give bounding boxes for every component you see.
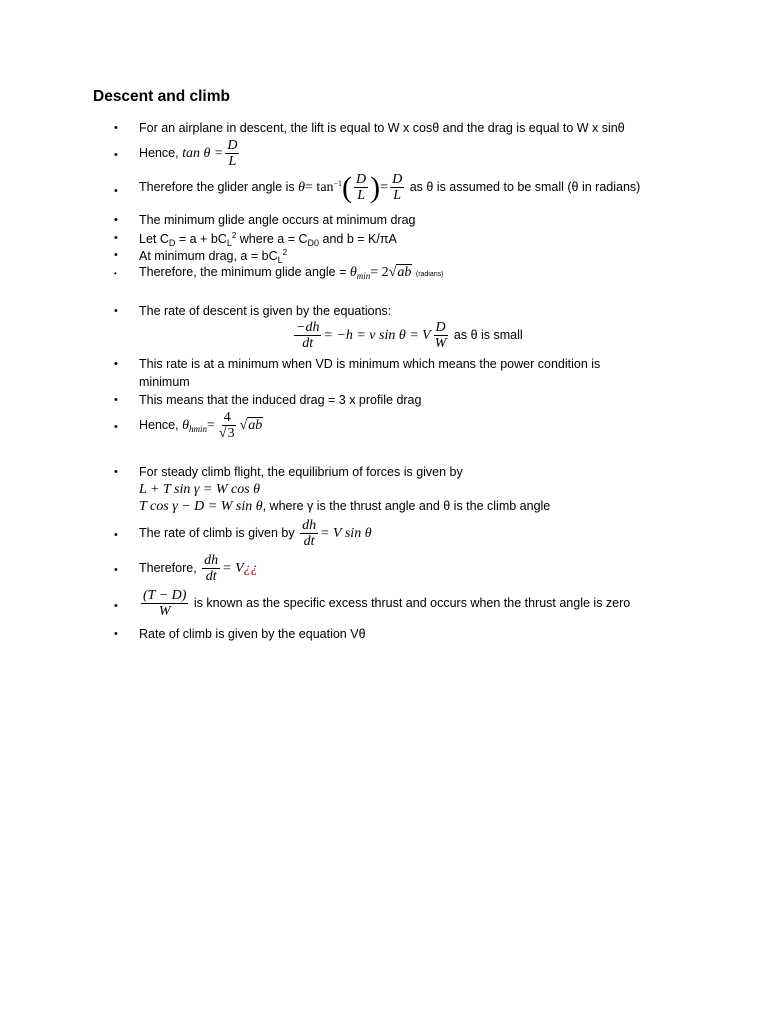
numerator: −dh xyxy=(296,320,320,335)
fraction-d-over-l xyxy=(354,172,368,204)
math-thrust-balance: T cos γ − D = W sin θ xyxy=(139,499,263,514)
paragraph-min-glide: The minimum glide angle occurs at minimum drag xyxy=(139,213,416,227)
left-paren: ( xyxy=(342,170,353,204)
sqrt-body: ab xyxy=(397,265,412,280)
numerator: D xyxy=(435,320,446,335)
math-inverse: −1 xyxy=(333,179,343,189)
denominator: √3 xyxy=(218,426,235,442)
text-therefore: Therefore, xyxy=(139,561,197,576)
fraction-d-over-l xyxy=(390,172,404,204)
bullet: • xyxy=(114,269,117,278)
denominator: L xyxy=(393,188,402,204)
bullet: • xyxy=(114,214,118,226)
math-equals: = xyxy=(380,180,389,196)
numerator: D xyxy=(392,172,403,187)
bullet: • xyxy=(114,421,118,433)
paragraph-drag-polar xyxy=(139,231,397,249)
subscript: D0 xyxy=(307,238,320,248)
subscript: L xyxy=(226,238,232,248)
fraction-4-over-root3 xyxy=(217,410,238,442)
fraction-d-over-w xyxy=(433,320,449,352)
equation-therefore xyxy=(139,553,258,585)
text: where a = C xyxy=(236,232,308,246)
math-tan-theta: tan θ = xyxy=(182,146,224,162)
numerator: 4 xyxy=(223,410,231,425)
text: and b = K/πA xyxy=(319,232,397,246)
equation-theta-hmin xyxy=(139,410,263,442)
math-rate-expression: = −h = v sin θ = V xyxy=(323,328,431,344)
equation-glider-angle xyxy=(139,172,640,204)
math-theta: θ xyxy=(182,418,189,434)
bullet: • xyxy=(114,394,118,406)
subscript: min xyxy=(356,271,371,281)
math-equals: = xyxy=(206,418,215,434)
bullet: • xyxy=(114,305,118,317)
sqrt-body: ab xyxy=(248,418,263,434)
bullet: • xyxy=(114,149,118,161)
text-excess-thrust: is known as the specific excess thrust and occurs when the thrust angle is zero xyxy=(193,596,631,611)
bullet: • xyxy=(114,628,118,640)
subscript: L xyxy=(277,255,283,265)
right-paren: ) xyxy=(370,170,381,204)
sqrt-sign: √ xyxy=(388,265,397,280)
numerator: (T − D) xyxy=(143,588,187,603)
paragraph-lift-drag: For an airplane in descent, the lift is equal to W x cosθ and the drag is equal to W x sinθ xyxy=(139,121,625,135)
bullet: • xyxy=(114,122,118,134)
math-v: = V xyxy=(222,561,244,577)
equation-excess-thrust xyxy=(139,588,630,620)
fraction-dh-dt xyxy=(294,320,321,352)
paragraph-rate-climb-eq: Rate of climb is given by the equation Vθ xyxy=(139,627,366,641)
text-theta-small: as θ is small xyxy=(453,328,523,343)
paragraph-min-rate: This rate is at a minimum when VD is minimum which means the power condition is xyxy=(139,357,601,371)
subscript: D xyxy=(168,238,176,248)
equation-tan-theta xyxy=(139,138,241,170)
paragraph-induced-drag: This means that the induced drag = 3 x profile drag xyxy=(139,393,422,407)
text: At minimum drag, a = bC xyxy=(139,249,278,263)
section-heading: Descent and climb xyxy=(93,88,230,105)
text-glider-angle: Therefore the glider angle is xyxy=(139,180,295,195)
text-rate-climb: The rate of climb is given by xyxy=(139,526,295,541)
text: Therefore, the minimum glide angle = xyxy=(139,265,347,279)
math-theta: θ xyxy=(298,180,306,196)
equation-rate-descent xyxy=(292,320,523,352)
fraction-t-minus-d-over-w xyxy=(141,588,188,620)
text-angle-definitions: , where γ is the thrust angle and θ is the climb angle xyxy=(262,499,551,513)
math-render-error: ¿¿ xyxy=(243,561,258,577)
equation-min-glide-angle xyxy=(139,265,443,282)
math-theta: θ xyxy=(349,265,357,280)
bullet: • xyxy=(114,358,118,370)
superscript: 2 xyxy=(282,248,288,257)
numerator: dh xyxy=(204,553,219,568)
bullet: • xyxy=(114,529,118,541)
text: = a + bC xyxy=(175,232,227,246)
text-hence: Hence, xyxy=(139,418,179,433)
sqrt-sign: √ xyxy=(239,418,248,434)
bullet: • xyxy=(114,249,118,261)
bullet: • xyxy=(114,564,118,576)
text: Let C xyxy=(139,232,169,246)
note-radians: (radians) xyxy=(415,271,444,278)
numerator: dh xyxy=(302,518,317,533)
sqrt-body: 3 xyxy=(227,426,235,442)
math-v-sin-theta: = V sin θ xyxy=(320,526,372,542)
numerator: D xyxy=(227,138,238,153)
text-hence: Hence, xyxy=(139,146,179,161)
denominator: dt xyxy=(205,569,217,585)
denominator: W xyxy=(158,604,171,620)
text-small-angle: as θ is assumed to be small (θ in radians) xyxy=(409,180,641,195)
fraction-dh-dt xyxy=(300,518,318,550)
superscript: 2 xyxy=(231,231,237,240)
math-equals: = 2 xyxy=(370,265,389,280)
paragraph-rate-descent: The rate of descent is given by the equations: xyxy=(139,304,392,318)
denominator: L xyxy=(357,188,365,204)
fraction-dh-dt xyxy=(202,553,220,585)
bullet: • xyxy=(114,466,118,478)
subscript: hmin xyxy=(188,424,207,435)
math-tan: = tan xyxy=(305,180,334,196)
denominator: dt xyxy=(303,534,315,550)
numerator: D xyxy=(356,172,367,187)
bullet: • xyxy=(114,185,118,197)
bullet: • xyxy=(114,600,118,612)
equation-lift-balance: L + T sin γ = W cos θ xyxy=(139,482,261,497)
paragraph-min-drag xyxy=(139,248,287,266)
equation-rate-climb xyxy=(139,518,372,550)
equation-thrust-balance xyxy=(139,499,550,516)
paragraph-min-rate-cont: minimum xyxy=(139,375,190,389)
denominator: dt xyxy=(302,336,314,352)
paragraph-steady-climb: For steady climb flight, the equilibrium of forces is given by xyxy=(139,465,463,479)
denominator: L xyxy=(228,154,237,170)
bullet: • xyxy=(114,232,118,244)
denominator: W xyxy=(434,336,447,352)
fraction-d-over-l xyxy=(225,138,239,170)
